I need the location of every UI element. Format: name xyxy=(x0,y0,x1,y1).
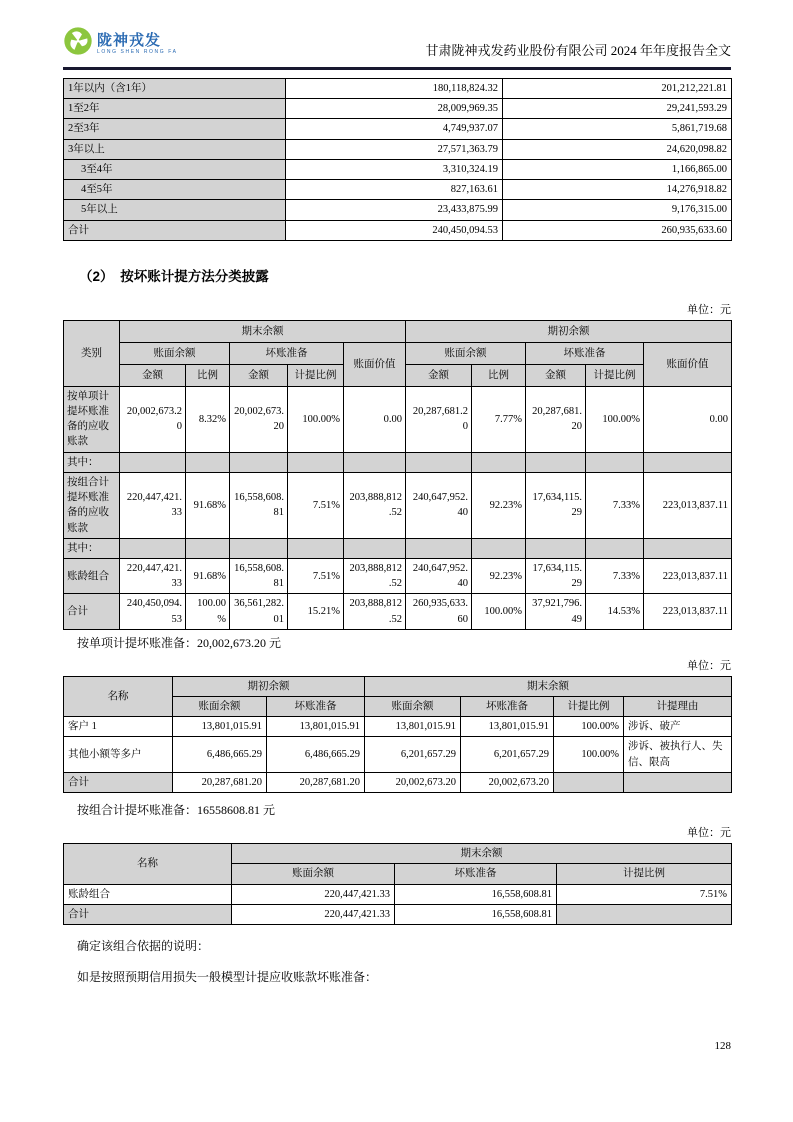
cell: 17,634,115.29 xyxy=(526,558,586,593)
cell: 20,002,673.20 xyxy=(120,386,186,452)
table-row xyxy=(64,884,732,904)
cell xyxy=(586,538,644,558)
table-row xyxy=(64,737,732,772)
cell: 100.00% xyxy=(586,386,644,452)
cell: 7.33% xyxy=(586,558,644,593)
section-heading: （2） 按坏账计提方法分类披露 xyxy=(79,268,269,284)
row-label: 合计 xyxy=(64,772,173,792)
document-title: 甘肃陇神戎发药业股份有限公司 2024 年年度报告全文 xyxy=(425,43,731,58)
col-header-amount: 金额 xyxy=(526,364,586,386)
page-number: 128 xyxy=(714,1040,731,1052)
cell: 7.51% xyxy=(557,884,732,904)
row-label: 2至3年 xyxy=(64,119,286,139)
col-header-provision-ratio: 计提比例 xyxy=(586,364,644,386)
col-header-book-balance: 账面余额 xyxy=(365,697,461,717)
row-label: 4至5年 xyxy=(64,180,286,200)
row-label: 账龄组合 xyxy=(64,884,232,904)
table-row-total xyxy=(64,904,732,924)
cell xyxy=(120,452,186,472)
row-label: 客户 1 xyxy=(64,717,173,737)
col-header-bad-debt-provision: 坏账准备 xyxy=(267,697,365,717)
closing-amount: 240,450,094.53 xyxy=(286,220,503,240)
table-row xyxy=(64,180,732,200)
cell: 20,287,681.20 xyxy=(406,386,472,452)
cell xyxy=(344,452,406,472)
note-individual-provision: 按单项计提坏账准备：20,002,673.20 元 xyxy=(77,635,282,650)
opening-amount: 1,166,865.00 xyxy=(503,159,732,179)
cell xyxy=(586,452,644,472)
company-logo xyxy=(63,26,178,61)
row-label: 其中： xyxy=(64,452,120,472)
table-row xyxy=(64,79,732,99)
table-row-subhead xyxy=(64,538,732,558)
cell: 100.00% xyxy=(554,737,624,772)
col-header-opening-balance: 期初余额 xyxy=(406,320,732,342)
note-basis: 确定该组合依据的说明： xyxy=(77,939,210,953)
cell: 0.00 xyxy=(344,386,406,452)
cell: 13,801,015.91 xyxy=(461,717,554,737)
table-row xyxy=(64,200,732,220)
row-label: 合计 xyxy=(64,904,232,924)
row-label: 其中： xyxy=(64,538,120,558)
cell: 240,647,952.40 xyxy=(406,558,472,593)
group-provision-table xyxy=(63,843,732,925)
aging-balance-table xyxy=(63,78,732,241)
row-label: 3年以上 xyxy=(64,139,286,159)
closing-amount: 3,310,324.19 xyxy=(286,159,503,179)
cell: 16,558,608.81 xyxy=(230,472,288,538)
cell xyxy=(624,772,732,792)
table-row xyxy=(64,717,732,737)
col-header-provision-ratio: 计提比例 xyxy=(557,864,732,884)
cell: 92.23% xyxy=(472,472,526,538)
header-row xyxy=(64,342,732,364)
provision-method-table xyxy=(63,320,732,630)
cell xyxy=(644,538,732,558)
table-row xyxy=(64,558,732,593)
cell: 15.21% xyxy=(288,594,344,629)
opening-amount: 5,861,719.68 xyxy=(503,119,732,139)
cell: 220,447,421.33 xyxy=(120,558,186,593)
col-header-book-balance: 账面余额 xyxy=(232,864,395,884)
page-header xyxy=(63,26,731,70)
table-row xyxy=(64,159,732,179)
row-label: 其他小额等多户 xyxy=(64,737,173,772)
table-row-total xyxy=(64,220,732,240)
cell xyxy=(554,772,624,792)
cell: 203,888,812.52 xyxy=(344,594,406,629)
cell xyxy=(406,452,472,472)
col-header-book-value: 账面价值 xyxy=(344,342,406,386)
cell xyxy=(288,452,344,472)
row-label: 账龄组合 xyxy=(64,558,120,593)
cell: 220,447,421.33 xyxy=(232,884,395,904)
opening-amount: 14,276,918.82 xyxy=(503,180,732,200)
table-row-subhead xyxy=(64,452,732,472)
cell xyxy=(526,538,586,558)
col-header-name: 名称 xyxy=(64,676,173,716)
cell: 7.33% xyxy=(586,472,644,538)
cell: 14.53% xyxy=(586,594,644,629)
row-label: 合计 xyxy=(64,220,286,240)
col-header-book-balance: 账面余额 xyxy=(120,342,230,364)
cell: 220,447,421.33 xyxy=(120,472,186,538)
cell: 20,287,681.20 xyxy=(526,386,586,452)
cell: 6,201,657.29 xyxy=(365,737,461,772)
col-header-bad-debt-provision: 坏账准备 xyxy=(230,342,344,364)
cell xyxy=(344,538,406,558)
table-row xyxy=(64,472,732,538)
cell: 223,013,837.11 xyxy=(644,472,732,538)
cell: 13,801,015.91 xyxy=(173,717,267,737)
cell: 91.68% xyxy=(186,472,230,538)
cell: 8.32% xyxy=(186,386,230,452)
col-header-ratio: 比例 xyxy=(472,364,526,386)
cell: 13,801,015.91 xyxy=(267,717,365,737)
cell xyxy=(472,452,526,472)
col-header-name: 名称 xyxy=(64,844,232,884)
closing-amount: 180,118,824.32 xyxy=(286,79,503,99)
cell: 6,201,657.29 xyxy=(461,737,554,772)
col-header-book-balance: 账面余额 xyxy=(406,342,526,364)
closing-amount: 28,009,969.35 xyxy=(286,99,503,119)
cell: 16,558,608.81 xyxy=(395,884,557,904)
cell: 91.68% xyxy=(186,558,230,593)
cell: 7.51% xyxy=(288,472,344,538)
cell: 92.23% xyxy=(472,558,526,593)
col-header-amount: 金额 xyxy=(406,364,472,386)
col-header-provision-ratio: 计提比例 xyxy=(554,697,624,717)
row-label: 按单项计提坏账准备的应收账款 xyxy=(64,386,120,452)
row-label: 合计 xyxy=(64,594,120,629)
note-ecl-model: 如是按照预期信用损失一般模型计提应收账款坏账准备： xyxy=(77,970,378,984)
table-row xyxy=(64,139,732,159)
cell: 203,888,812.52 xyxy=(344,558,406,593)
cell xyxy=(526,452,586,472)
cell: 203,888,812.52 xyxy=(344,472,406,538)
cell xyxy=(186,538,230,558)
cell: 0.00 xyxy=(644,386,732,452)
cell: 223,013,837.11 xyxy=(644,558,732,593)
cell: 240,647,952.40 xyxy=(406,472,472,538)
col-header-ratio: 比例 xyxy=(186,364,230,386)
col-header-book-balance: 账面余额 xyxy=(173,697,267,717)
cell xyxy=(230,452,288,472)
col-header-book-value: 账面价值 xyxy=(644,342,732,386)
cell: 20,287,681.20 xyxy=(267,772,365,792)
cell: 13,801,015.91 xyxy=(365,717,461,737)
cell: 涉诉、被执行人、失信、限高 xyxy=(624,737,732,772)
cell: 7.77% xyxy=(472,386,526,452)
opening-amount: 9,176,315.00 xyxy=(503,200,732,220)
note-group-provision: 按组合计提坏账准备：16558608.81 元 xyxy=(77,803,276,818)
col-header-category: 类别 xyxy=(64,320,120,386)
individual-provision-table xyxy=(63,676,732,793)
cell: 20,002,673.20 xyxy=(461,772,554,792)
opening-amount: 24,620,098.82 xyxy=(503,139,732,159)
cell xyxy=(230,538,288,558)
col-header-closing-balance: 期末余额 xyxy=(365,676,732,696)
row-label: 按组合计提坏账准备的应收账款 xyxy=(64,472,120,538)
cell: 100.00% xyxy=(288,386,344,452)
col-header-closing-balance: 期末余额 xyxy=(232,844,732,864)
col-header-bad-debt-provision: 坏账准备 xyxy=(526,342,644,364)
col-header-bad-debt-provision: 坏账准备 xyxy=(395,864,557,884)
cell xyxy=(472,538,526,558)
cell xyxy=(557,904,732,924)
col-header-bad-debt-provision: 坏账准备 xyxy=(461,697,554,717)
row-label: 1至2年 xyxy=(64,99,286,119)
closing-amount: 27,571,363.79 xyxy=(286,139,503,159)
cell: 7.51% xyxy=(288,558,344,593)
col-header-provision-ratio: 计提比例 xyxy=(288,364,344,386)
opening-amount: 29,241,593.29 xyxy=(503,99,732,119)
cell: 240,450,094.53 xyxy=(120,594,186,629)
unit-label: 单位：元 xyxy=(687,659,731,672)
cell: 260,935,633.60 xyxy=(406,594,472,629)
table-row xyxy=(64,119,732,139)
row-label: 5年以上 xyxy=(64,200,286,220)
col-header-provision-reason: 计提理由 xyxy=(624,697,732,717)
cell: 100.00% xyxy=(554,717,624,737)
cell: 20,002,673.20 xyxy=(230,386,288,452)
opening-amount: 260,935,633.60 xyxy=(503,220,732,240)
cell: 17,634,115.29 xyxy=(526,472,586,538)
col-header-amount: 金额 xyxy=(120,364,186,386)
cell: 6,486,665.29 xyxy=(267,737,365,772)
brand-name-cn: 陇神戎发 xyxy=(97,31,162,49)
cell: 100.00% xyxy=(472,594,526,629)
col-header-amount: 金额 xyxy=(230,364,288,386)
header-row xyxy=(64,676,732,696)
unit-label: 单位：元 xyxy=(687,303,731,316)
cell: 100.00% xyxy=(186,594,230,629)
cell: 223,013,837.11 xyxy=(644,594,732,629)
cell xyxy=(186,452,230,472)
col-header-opening-balance: 期初余额 xyxy=(173,676,365,696)
row-label: 3至4年 xyxy=(64,159,286,179)
cell: 6,486,665.29 xyxy=(173,737,267,772)
table-row xyxy=(64,99,732,119)
closing-amount: 827,163.61 xyxy=(286,180,503,200)
unit-label: 单位：元 xyxy=(687,827,731,840)
cell xyxy=(406,538,472,558)
closing-amount: 4,749,937.07 xyxy=(286,119,503,139)
cell: 16,558,608.81 xyxy=(230,558,288,593)
logo-wordmark xyxy=(97,33,178,55)
cell: 220,447,421.33 xyxy=(232,904,395,924)
col-header-closing-balance: 期末余额 xyxy=(120,320,406,342)
cell: 20,002,673.20 xyxy=(365,772,461,792)
cell xyxy=(644,452,732,472)
brand-name-en: LONG SHEN RONG FA xyxy=(97,48,178,55)
table-row-total xyxy=(64,594,732,629)
cell xyxy=(288,538,344,558)
cell: 20,287,681.20 xyxy=(173,772,267,792)
cell: 16,558,608.81 xyxy=(395,904,557,924)
cell: 36,561,282.01 xyxy=(230,594,288,629)
header-row xyxy=(64,320,732,342)
closing-amount: 23,433,875.99 xyxy=(286,200,503,220)
cell xyxy=(120,538,186,558)
pinwheel-logo-icon xyxy=(63,26,93,61)
row-label: 1年以内（含1年） xyxy=(64,79,286,99)
header-row xyxy=(64,844,732,864)
cell: 37,921,796.49 xyxy=(526,594,586,629)
opening-amount: 201,212,221.81 xyxy=(503,79,732,99)
table-row-total xyxy=(64,772,732,792)
table-row xyxy=(64,386,732,452)
cell: 涉诉、破产 xyxy=(624,717,732,737)
